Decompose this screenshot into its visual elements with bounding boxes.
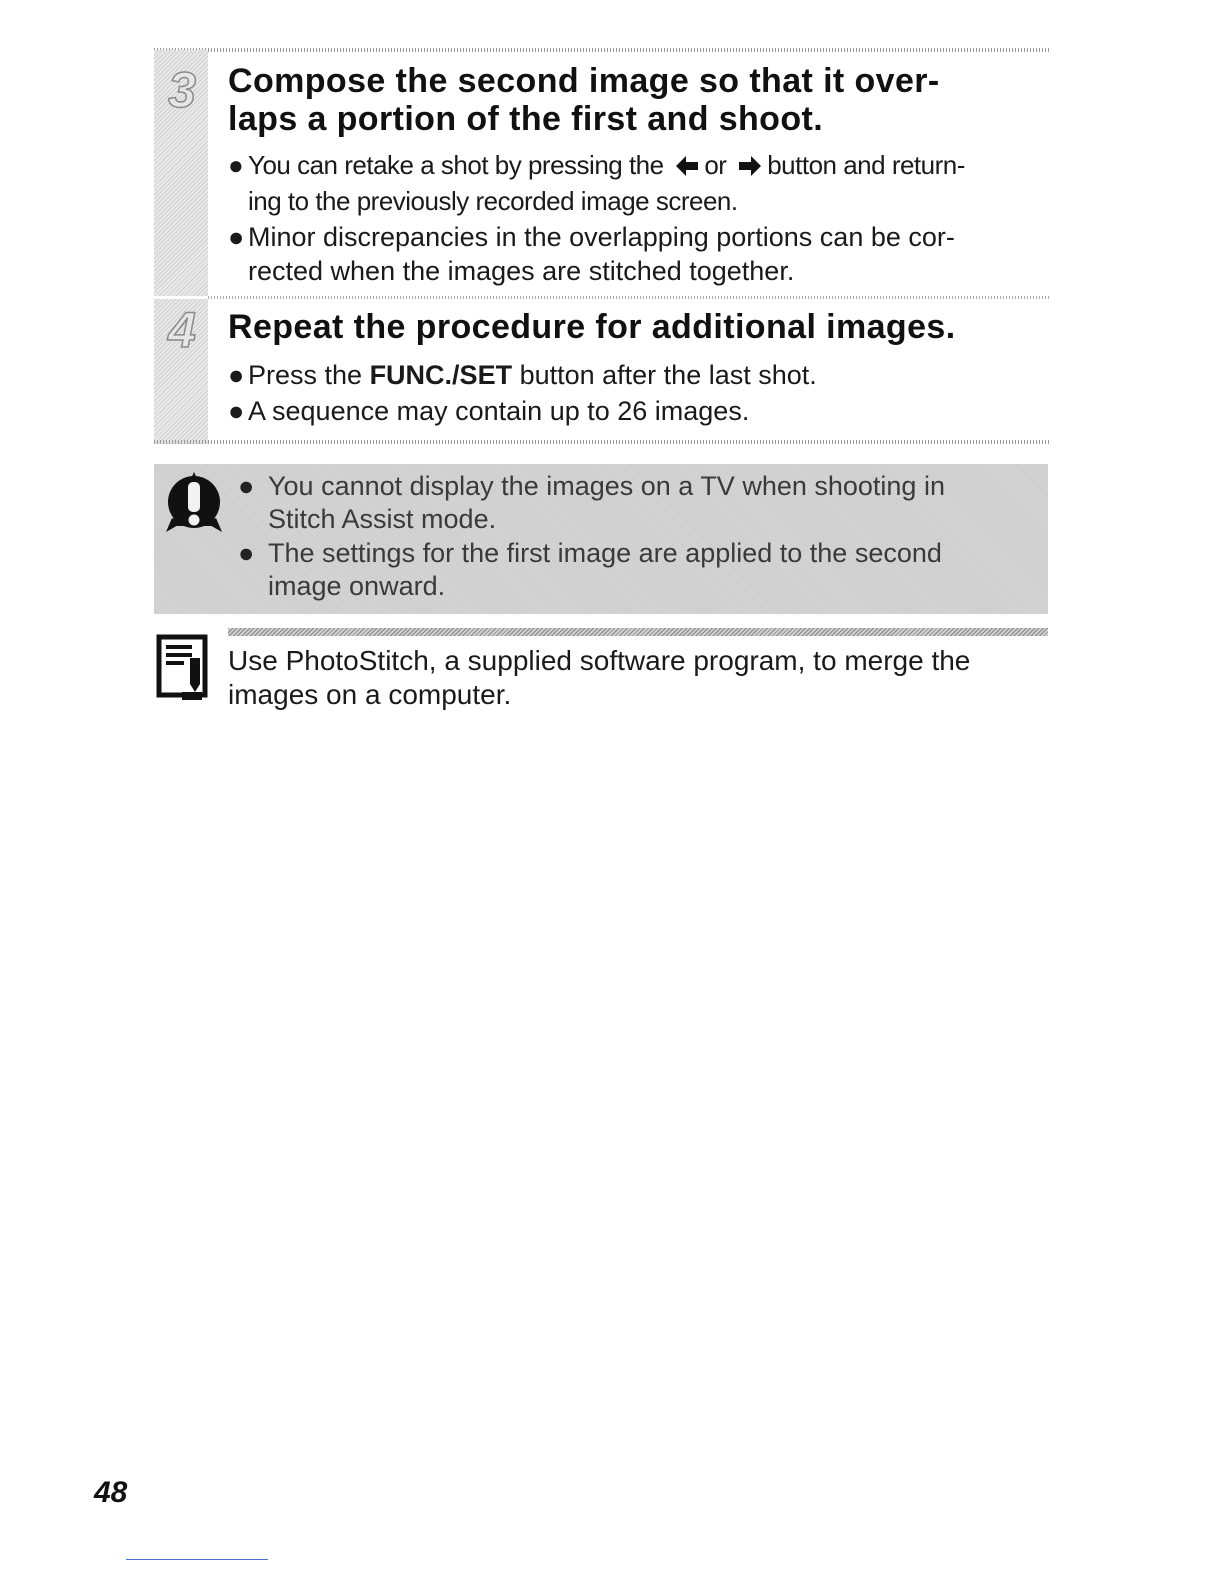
caution-item-2: ● The settings for the first image are applied to the second image onward.: [238, 538, 942, 601]
caution-exclamation-icon: [164, 470, 224, 539]
bullet-dot: ●: [228, 396, 245, 426]
step-3-heading-line2: laps a portion of the first and shoot.: [228, 100, 824, 138]
steps-bottom-border: [154, 440, 1050, 444]
step-3-bullet-1: ● You can retake a shot by pressing the or button and return- ing to the previously recorded image screen.: [228, 150, 965, 217]
left-arrow-icon: [676, 150, 698, 184]
caution-item-1: ● You cannot display the images on a TV when shooting in Stitch Assist mode.: [238, 471, 945, 534]
step-4-bullet-2: ● A sequence may contain up to 26 images.: [228, 396, 750, 426]
steps-section: [154, 50, 1050, 444]
step-separator: [208, 296, 1050, 299]
step-3-heading: [228, 62, 1048, 138]
func-set-label: FUNC./SET: [369, 360, 513, 390]
step-3-number: 3: [168, 62, 196, 118]
step-3-bullet-2: ● Minor discrepancies in the overlapping portions can be cor- rected when the images are stitched together.: [228, 222, 955, 286]
caution-box: [154, 464, 1048, 614]
bullet-dot: ●: [228, 360, 245, 390]
right-arrow-icon: [739, 150, 761, 184]
bullet-dot: ●: [228, 150, 244, 180]
step-4-bullet-1: ● Press the FUNC./SET button after the last shot.: [228, 360, 817, 390]
note-top-rule: [228, 628, 1048, 636]
bullet-dot: ●: [228, 222, 245, 252]
bullet-dot: ●: [238, 538, 255, 568]
memo-icon: [156, 634, 208, 707]
step-4-heading: Repeat the procedure for additional images.: [228, 308, 956, 346]
step-3-heading-line1: Compose the second image so that it over-: [228, 62, 940, 100]
note-text: Use PhotoStitch, a supplied software program, to merge the images on a computer.: [228, 645, 971, 710]
bullet-dot: ●: [238, 471, 255, 501]
page-number: 48: [94, 1476, 128, 1509]
bottom-rule: [126, 1559, 268, 1560]
step-4-number: 4: [168, 302, 196, 358]
